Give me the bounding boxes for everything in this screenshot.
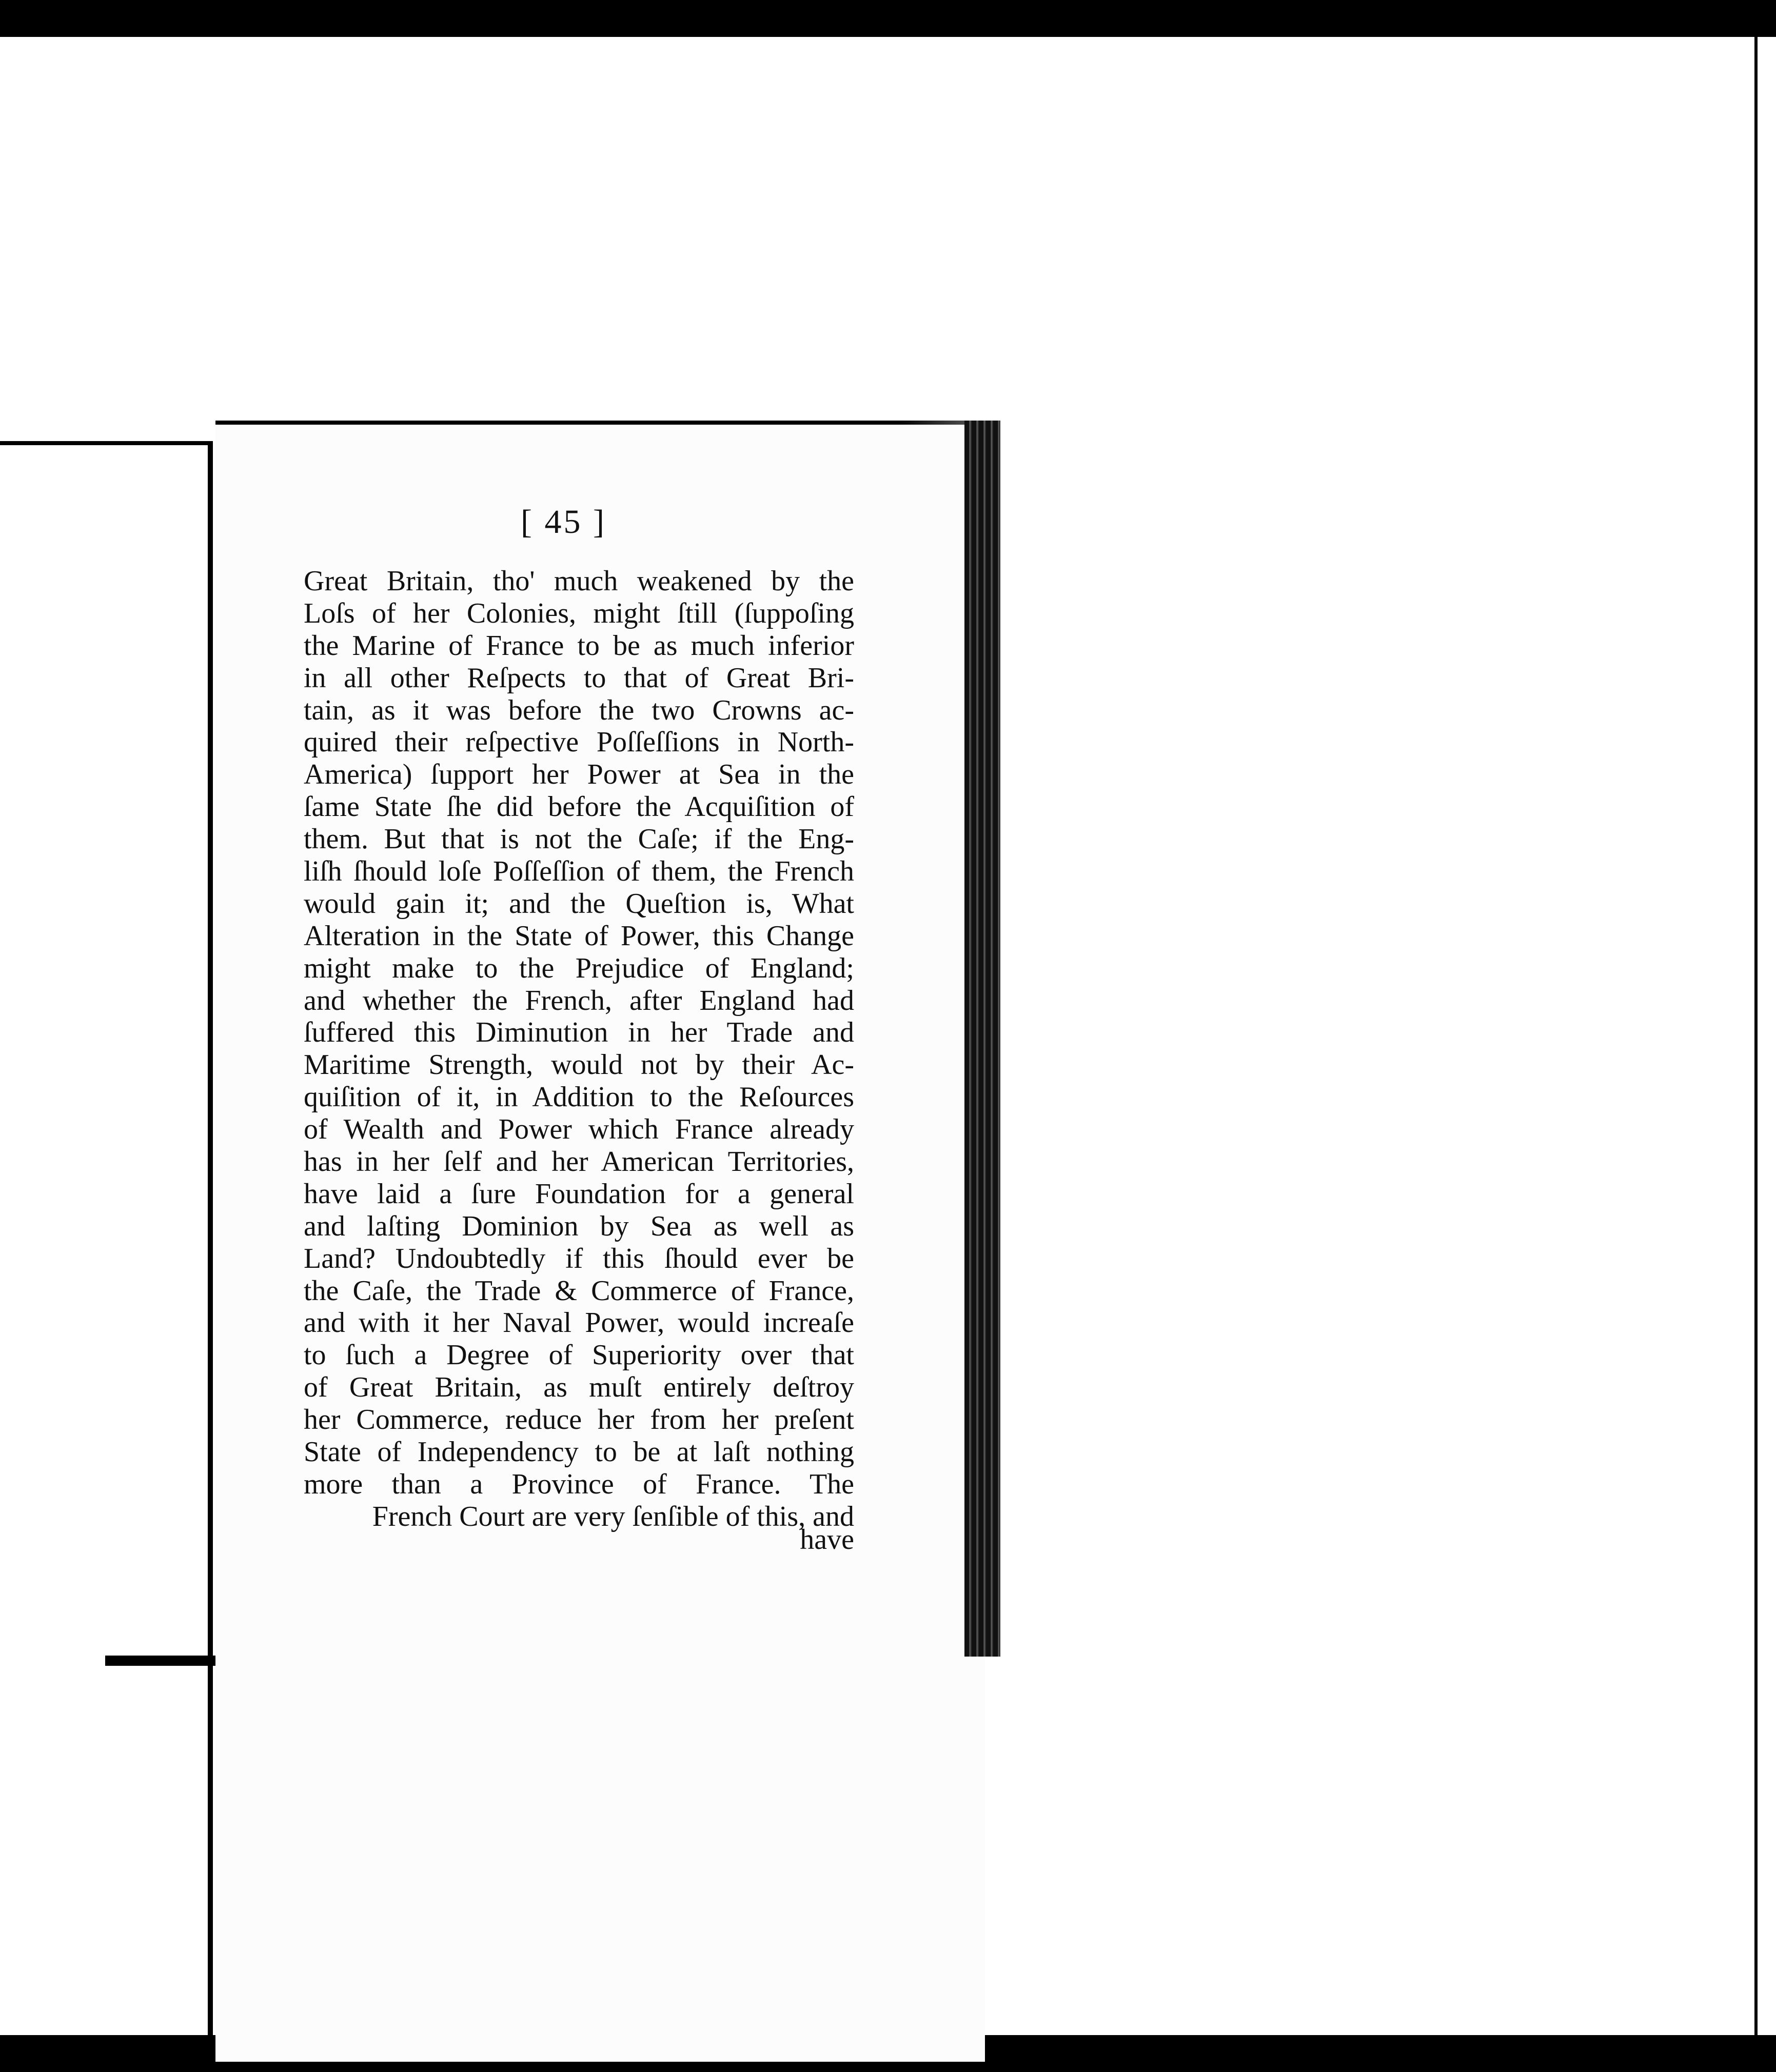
text-line: liſh ſhould loſe Poſſeſſion of them, the French — [304, 855, 854, 888]
text-line: Land? Undoubtedly if this ſhould ever be — [304, 1242, 854, 1274]
text-line: tain, as it was before the two Crowns ac- — [304, 694, 854, 726]
left-page — [0, 449, 215, 2054]
text-line: and whether the French, after England had — [304, 984, 854, 1017]
text-line: of Great Britain, as muſt entirely deſtroy — [304, 1371, 854, 1404]
text-line: and with it her Naval Power, would increaſe — [304, 1307, 854, 1339]
text-line: more than a Province of France. The — [304, 1468, 854, 1500]
scan-frame-right — [1754, 37, 1758, 2035]
text-line: the Caſe, the Trade & Commerce of France, — [304, 1274, 854, 1307]
scan-frame-top — [0, 0, 1776, 37]
text-line: Great Britain, tho' much weakened by the — [304, 565, 854, 597]
text-line: might make to the Prejudice of England; — [304, 952, 854, 984]
right-page-top-edge — [215, 421, 975, 425]
text-line: Alteration in the State of Power, this Change — [304, 920, 854, 952]
text-line: to ſuch a Degree of Superiority over that — [304, 1339, 854, 1371]
page-stack-edge — [964, 421, 1000, 1657]
text-line: French Court are very ſenſible of this, and — [372, 1500, 854, 1532]
text-line: Maritime Strength, would not by their Ac- — [304, 1049, 854, 1081]
page-number: [ 45 ] — [521, 503, 606, 541]
text-line: America) ſupport her Power at Sea in the — [304, 759, 854, 791]
text-line: have laid a ſure Foundation for a general — [304, 1178, 854, 1210]
left-page-top-edge — [0, 441, 210, 445]
text-line: her Commerce, reduce her from her preſent — [304, 1404, 854, 1436]
text-line: would gain it; and the Queſtion is, What — [304, 887, 854, 920]
text-line: of Wealth and Power which France already — [304, 1113, 854, 1146]
text-line: and laſting Dominion by Sea as well as — [304, 1210, 854, 1242]
body-text — [304, 565, 854, 1533]
text-line: Loſs of her Colonies, might ſtill (ſuppoſing — [304, 597, 854, 629]
text-line: has in her ſelf and her American Territories, — [304, 1146, 854, 1178]
text-line: quiſition of it, in Addition to the Reſources — [304, 1081, 854, 1113]
text-line: the Marine of France to be as much inferior — [304, 629, 854, 662]
text-line: quired their reſpective Poſſeſſions in North- — [304, 726, 854, 759]
text-line: in all other Reſpects to that of Great Bri- — [304, 662, 854, 694]
text-line: them. But that is not the Caſe; if the Eng- — [304, 823, 854, 855]
catchword: have — [800, 1524, 854, 1556]
text-line: State of Independency to be at laſt nothing — [304, 1436, 854, 1468]
text-line: ſuffered this Diminution in her Trade and — [304, 1017, 854, 1049]
text-line: ſame State ſhe did before the Acquiſition of — [304, 791, 854, 823]
